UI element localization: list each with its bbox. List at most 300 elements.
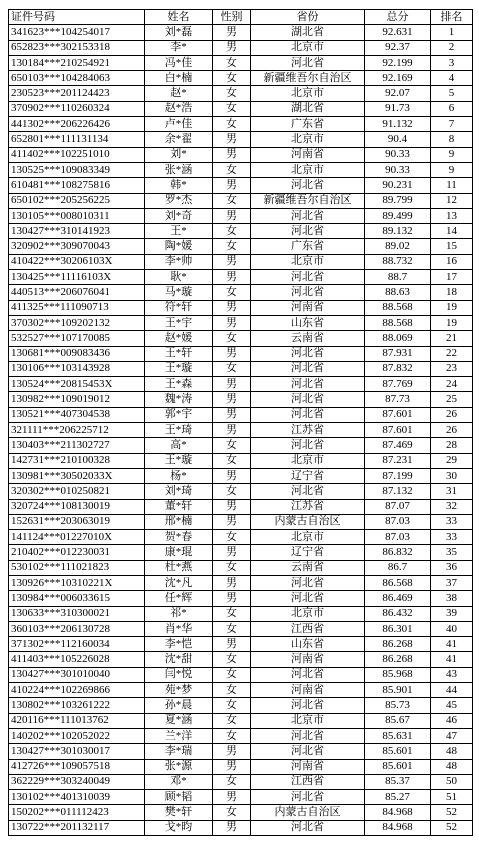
- cell-id: 230523***201124423: [9, 86, 145, 101]
- table-row: [9, 346, 473, 361]
- cell-id: 321111***206225712: [9, 423, 145, 438]
- table-row: [9, 270, 473, 285]
- cell-gender: 男: [213, 790, 251, 805]
- cell-name: 卢*佳: [145, 117, 213, 132]
- cell-name: 邢*楠: [145, 514, 213, 529]
- cell-name: 余*翟: [145, 132, 213, 147]
- table-row: [9, 820, 473, 835]
- cell-name: 魏*涛: [145, 392, 213, 407]
- cell-gender: 女: [213, 484, 251, 499]
- cell-score: 87.832: [365, 361, 431, 376]
- cell-score: 87.07: [365, 499, 431, 514]
- cell-gender: 男: [213, 759, 251, 774]
- cell-province: 河北省: [251, 728, 365, 743]
- cell-name: 戈*昀: [145, 820, 213, 835]
- cell-score: 85.37: [365, 774, 431, 789]
- table-row: [9, 224, 473, 239]
- cell-gender: 男: [213, 468, 251, 483]
- table-row: [9, 25, 473, 40]
- cell-province: 河北省: [251, 178, 365, 193]
- cell-id: 210402***012230031: [9, 545, 145, 560]
- cell-id: 130802***103261222: [9, 698, 145, 713]
- cell-score: 88.732: [365, 254, 431, 269]
- cell-score: 86.568: [365, 575, 431, 590]
- table-body: [9, 25, 473, 836]
- cell-name: 王*: [145, 224, 213, 239]
- cell-id: 130525***109083349: [9, 162, 145, 177]
- ranking-table: [8, 9, 473, 836]
- cell-score: 90.33: [365, 162, 431, 177]
- cell-score: 85.73: [365, 698, 431, 713]
- cell-id: 360103***206130728: [9, 621, 145, 636]
- table-row: [9, 698, 473, 713]
- cell-id: 610481***108275816: [9, 178, 145, 193]
- cell-province: 江苏省: [251, 499, 365, 514]
- cell-province: 江苏省: [251, 423, 365, 438]
- cell-score: 87.73: [365, 392, 431, 407]
- cell-rank: 43: [431, 667, 473, 682]
- cell-name: 肖*华: [145, 621, 213, 636]
- cell-score: 86.268: [365, 637, 431, 652]
- cell-name: 祁*: [145, 606, 213, 621]
- cell-score: 88.63: [365, 285, 431, 300]
- cell-gender: 女: [213, 652, 251, 667]
- cell-score: 91.132: [365, 117, 431, 132]
- cell-score: 85.27: [365, 790, 431, 805]
- cell-id: 140202***102052022: [9, 728, 145, 743]
- cell-gender: 男: [213, 147, 251, 162]
- table-row: [9, 453, 473, 468]
- cell-rank: 26: [431, 407, 473, 422]
- cell-id: 130184***210254921: [9, 55, 145, 70]
- cell-province: 河北省: [251, 438, 365, 453]
- cell-score: 90.33: [365, 147, 431, 162]
- cell-rank: 33: [431, 530, 473, 545]
- cell-name: 孙*晨: [145, 698, 213, 713]
- table-row: [9, 468, 473, 483]
- cell-id: 441302***206226426: [9, 117, 145, 132]
- header-score: 总分: [365, 10, 431, 25]
- cell-gender: 女: [213, 71, 251, 86]
- cell-id: 530102***111021823: [9, 560, 145, 575]
- table-row: [9, 805, 473, 820]
- cell-id: 650102***205256225: [9, 193, 145, 208]
- cell-score: 88.568: [365, 315, 431, 330]
- cell-id: 130521***407304538: [9, 407, 145, 422]
- cell-score: 88.568: [365, 300, 431, 315]
- cell-rank: 25: [431, 392, 473, 407]
- cell-province: 北京市: [251, 453, 365, 468]
- cell-name: 韩*: [145, 178, 213, 193]
- cell-score: 92.631: [365, 25, 431, 40]
- header-gender: 性别: [213, 10, 251, 25]
- cell-score: 87.132: [365, 484, 431, 499]
- cell-id: 130403***211302727: [9, 438, 145, 453]
- table-row: [9, 331, 473, 346]
- table-row: [9, 759, 473, 774]
- table-row: [9, 637, 473, 652]
- table-row: [9, 545, 473, 560]
- cell-gender: 女: [213, 162, 251, 177]
- cell-gender: 女: [213, 606, 251, 621]
- cell-province: 北京市: [251, 40, 365, 55]
- cell-rank: 1: [431, 25, 473, 40]
- table-row: [9, 178, 473, 193]
- cell-province: 河北省: [251, 744, 365, 759]
- cell-rank: 19: [431, 300, 473, 315]
- table-row: [9, 285, 473, 300]
- cell-rank: 51: [431, 790, 473, 805]
- cell-id: 130981***30502033X: [9, 468, 145, 483]
- cell-name: 李*: [145, 40, 213, 55]
- cell-rank: 23: [431, 361, 473, 376]
- cell-rank: 22: [431, 346, 473, 361]
- cell-province: 河南省: [251, 300, 365, 315]
- cell-rank: 28: [431, 438, 473, 453]
- cell-name: 王*琦: [145, 423, 213, 438]
- table-row: [9, 530, 473, 545]
- cell-id: 130102***401310039: [9, 790, 145, 805]
- cell-province: 云南省: [251, 331, 365, 346]
- cell-province: 河南省: [251, 759, 365, 774]
- cell-province: 辽宁省: [251, 468, 365, 483]
- cell-id: 130105***008010311: [9, 208, 145, 223]
- cell-id: 320724***108130019: [9, 499, 145, 514]
- cell-province: 广东省: [251, 117, 365, 132]
- cell-gender: 女: [213, 774, 251, 789]
- cell-name: 杜*燕: [145, 560, 213, 575]
- cell-rank: 15: [431, 239, 473, 254]
- cell-rank: 32: [431, 499, 473, 514]
- cell-province: 云南省: [251, 560, 365, 575]
- cell-rank: 35: [431, 545, 473, 560]
- cell-score: 87.769: [365, 377, 431, 392]
- cell-rank: 33: [431, 514, 473, 529]
- cell-gender: 女: [213, 55, 251, 70]
- cell-gender: 男: [213, 254, 251, 269]
- table-row: [9, 208, 473, 223]
- cell-province: 河北省: [251, 392, 365, 407]
- cell-province: 河南省: [251, 652, 365, 667]
- cell-rank: 12: [431, 193, 473, 208]
- cell-gender: 女: [213, 683, 251, 698]
- cell-gender: 女: [213, 193, 251, 208]
- cell-rank: 14: [431, 224, 473, 239]
- cell-id: 440513***206076041: [9, 285, 145, 300]
- cell-name: 刘*琦: [145, 484, 213, 499]
- cell-id: 152631***203063019: [9, 514, 145, 529]
- cell-id: 130427***301030017: [9, 744, 145, 759]
- cell-id: 130427***310141923: [9, 224, 145, 239]
- cell-gender: 女: [213, 224, 251, 239]
- cell-province: 河北省: [251, 346, 365, 361]
- cell-gender: 男: [213, 178, 251, 193]
- table-row: [9, 193, 473, 208]
- cell-id: 130984***006033615: [9, 591, 145, 606]
- cell-id: 130106***103143928: [9, 361, 145, 376]
- cell-rank: 7: [431, 117, 473, 132]
- cell-id: 410422***30206103X: [9, 254, 145, 269]
- cell-rank: 8: [431, 132, 473, 147]
- cell-gender: 男: [213, 132, 251, 147]
- cell-rank: 11: [431, 178, 473, 193]
- cell-score: 85.601: [365, 759, 431, 774]
- cell-rank: 29: [431, 453, 473, 468]
- cell-score: 86.432: [365, 606, 431, 621]
- cell-id: 320902***309070043: [9, 239, 145, 254]
- cell-province: 河北省: [251, 790, 365, 805]
- cell-rank: 36: [431, 560, 473, 575]
- cell-id: 650103***104284063: [9, 71, 145, 86]
- cell-score: 85.901: [365, 683, 431, 698]
- cell-name: 王*璇: [145, 361, 213, 376]
- cell-id: 370902***110260324: [9, 101, 145, 116]
- cell-score: 86.301: [365, 621, 431, 636]
- cell-name: 冯*佳: [145, 55, 213, 70]
- cell-gender: 女: [213, 713, 251, 728]
- cell-province: 河北省: [251, 270, 365, 285]
- cell-name: 闫*悦: [145, 667, 213, 682]
- cell-name: 沈*凡: [145, 575, 213, 590]
- cell-gender: 男: [213, 208, 251, 223]
- cell-name: 董*轩: [145, 499, 213, 514]
- table-row: [9, 683, 473, 698]
- cell-province: 内蒙古自治区: [251, 514, 365, 529]
- cell-province: 北京市: [251, 530, 365, 545]
- cell-score: 85.601: [365, 744, 431, 759]
- cell-rank: 30: [431, 468, 473, 483]
- cell-province: 河北省: [251, 407, 365, 422]
- cell-id: 142731***210100328: [9, 453, 145, 468]
- cell-rank: 46: [431, 713, 473, 728]
- cell-province: 北京市: [251, 713, 365, 728]
- cell-id: 410224***102269866: [9, 683, 145, 698]
- table-row: [9, 361, 473, 376]
- cell-province: 河北省: [251, 698, 365, 713]
- cell-name: 白*楠: [145, 71, 213, 86]
- table-row: [9, 392, 473, 407]
- cell-name: 赵*浩: [145, 101, 213, 116]
- cell-score: 90.4: [365, 132, 431, 147]
- cell-province: 辽宁省: [251, 545, 365, 560]
- table-row: [9, 606, 473, 621]
- cell-rank: 2: [431, 40, 473, 55]
- cell-gender: 男: [213, 499, 251, 514]
- cell-score: 85.631: [365, 728, 431, 743]
- cell-id: 412726***109057518: [9, 759, 145, 774]
- cell-name: 陶*媛: [145, 239, 213, 254]
- cell-rank: 44: [431, 683, 473, 698]
- cell-rank: 4: [431, 71, 473, 86]
- cell-name: 李*瑞: [145, 744, 213, 759]
- table-row: [9, 55, 473, 70]
- cell-gender: 女: [213, 438, 251, 453]
- cell-score: 87.03: [365, 530, 431, 545]
- cell-name: 王*轩: [145, 346, 213, 361]
- cell-name: 樊*轩: [145, 805, 213, 820]
- cell-province: 山东省: [251, 315, 365, 330]
- cell-score: 84.968: [365, 820, 431, 835]
- cell-province: 河北省: [251, 208, 365, 223]
- cell-score: 92.169: [365, 71, 431, 86]
- cell-rank: 41: [431, 652, 473, 667]
- cell-province: 河北省: [251, 377, 365, 392]
- cell-province: 湖北省: [251, 25, 365, 40]
- cell-score: 86.832: [365, 545, 431, 560]
- cell-rank: 6: [431, 101, 473, 116]
- cell-gender: 女: [213, 361, 251, 376]
- cell-province: 山东省: [251, 637, 365, 652]
- cell-name: 张*源: [145, 759, 213, 774]
- header-rank: 排名: [431, 10, 473, 25]
- cell-name: 康*琨: [145, 545, 213, 560]
- table-row: [9, 300, 473, 315]
- cell-province: 河南省: [251, 147, 365, 162]
- table-row: [9, 790, 473, 805]
- cell-gender: 男: [213, 423, 251, 438]
- table-row: [9, 438, 473, 453]
- table-row: [9, 377, 473, 392]
- cell-rank: 39: [431, 606, 473, 621]
- cell-id: 130926***10310221X: [9, 575, 145, 590]
- table-row: [9, 254, 473, 269]
- cell-gender: 男: [213, 392, 251, 407]
- cell-score: 86.268: [365, 652, 431, 667]
- table-row: [9, 86, 473, 101]
- cell-id: 141124***01227010X: [9, 530, 145, 545]
- table-row: [9, 117, 473, 132]
- cell-province: 河北省: [251, 361, 365, 376]
- cell-province: 江西省: [251, 621, 365, 636]
- cell-rank: 45: [431, 698, 473, 713]
- cell-rank: 50: [431, 774, 473, 789]
- cell-gender: 女: [213, 728, 251, 743]
- cell-rank: 19: [431, 315, 473, 330]
- table-row: [9, 132, 473, 147]
- cell-rank: 3: [431, 55, 473, 70]
- cell-name: 夏*涵: [145, 713, 213, 728]
- cell-id: 130982***109019012: [9, 392, 145, 407]
- table-header-row: [9, 10, 473, 25]
- cell-rank: 26: [431, 423, 473, 438]
- cell-score: 87.469: [365, 438, 431, 453]
- cell-id: 532527***107170085: [9, 331, 145, 346]
- cell-province: 北京市: [251, 132, 365, 147]
- cell-rank: 17: [431, 270, 473, 285]
- cell-rank: 38: [431, 591, 473, 606]
- cell-gender: 男: [213, 377, 251, 392]
- cell-score: 85.968: [365, 667, 431, 682]
- cell-province: 新疆维吾尔自治区: [251, 193, 365, 208]
- cell-name: 高*: [145, 438, 213, 453]
- cell-rank: 41: [431, 637, 473, 652]
- cell-id: 652801***111131134: [9, 132, 145, 147]
- cell-score: 87.03: [365, 514, 431, 529]
- table-row: [9, 621, 473, 636]
- cell-score: 84.968: [365, 805, 431, 820]
- cell-province: 内蒙古自治区: [251, 805, 365, 820]
- cell-id: 341623***104254017: [9, 25, 145, 40]
- cell-score: 88.069: [365, 331, 431, 346]
- cell-name: 刘*: [145, 147, 213, 162]
- cell-province: 河北省: [251, 591, 365, 606]
- cell-name: 符*轩: [145, 300, 213, 315]
- table-row: [9, 713, 473, 728]
- cell-rank: 52: [431, 820, 473, 835]
- cell-gender: 男: [213, 820, 251, 835]
- cell-gender: 男: [213, 270, 251, 285]
- cell-id: 411403***105226028: [9, 652, 145, 667]
- cell-name: 王*森: [145, 377, 213, 392]
- cell-rank: 48: [431, 744, 473, 759]
- cell-gender: 女: [213, 453, 251, 468]
- cell-id: 130633***310300021: [9, 606, 145, 621]
- cell-rank: 9: [431, 147, 473, 162]
- cell-name: 兰*洋: [145, 728, 213, 743]
- cell-name: 贺*春: [145, 530, 213, 545]
- table-row: [9, 652, 473, 667]
- cell-province: 河北省: [251, 285, 365, 300]
- table-row: [9, 591, 473, 606]
- cell-id: 370302***109202132: [9, 315, 145, 330]
- table-row: [9, 315, 473, 330]
- cell-province: 河南省: [251, 683, 365, 698]
- cell-gender: 男: [213, 300, 251, 315]
- cell-name: 耿*: [145, 270, 213, 285]
- cell-name: 张*涵: [145, 162, 213, 177]
- cell-rank: 37: [431, 575, 473, 590]
- cell-score: 87.231: [365, 453, 431, 468]
- cell-name: 赵*媛: [145, 331, 213, 346]
- cell-gender: 男: [213, 514, 251, 529]
- cell-name: 李*恺: [145, 637, 213, 652]
- cell-id: 420116***111013762: [9, 713, 145, 728]
- cell-gender: 男: [213, 744, 251, 759]
- cell-name: 任*辉: [145, 591, 213, 606]
- cell-name: 李*帅: [145, 254, 213, 269]
- cell-gender: 男: [213, 346, 251, 361]
- cell-name: 王*璇: [145, 453, 213, 468]
- cell-id: 411402***102251010: [9, 147, 145, 162]
- table-row: [9, 407, 473, 422]
- cell-gender: 女: [213, 805, 251, 820]
- cell-score: 91.73: [365, 101, 431, 116]
- cell-name: 顾*韬: [145, 790, 213, 805]
- cell-rank: 16: [431, 254, 473, 269]
- cell-id: 150202***011112423: [9, 805, 145, 820]
- table-row: [9, 162, 473, 177]
- cell-gender: 女: [213, 698, 251, 713]
- cell-name: 杨*: [145, 468, 213, 483]
- cell-name: 刘*磊: [145, 25, 213, 40]
- cell-id: 371302***112160034: [9, 637, 145, 652]
- cell-gender: 女: [213, 560, 251, 575]
- table-row: [9, 101, 473, 116]
- cell-name: 罗*杰: [145, 193, 213, 208]
- cell-province: 河北省: [251, 55, 365, 70]
- cell-id: 130425***11116103X: [9, 270, 145, 285]
- table-row: [9, 514, 473, 529]
- cell-id: 130427***301010040: [9, 667, 145, 682]
- cell-gender: 男: [213, 25, 251, 40]
- table-row: [9, 728, 473, 743]
- cell-id: 130524***20815453X: [9, 377, 145, 392]
- table-row: [9, 560, 473, 575]
- cell-province: 新疆维吾尔自治区: [251, 71, 365, 86]
- table-row: [9, 575, 473, 590]
- cell-province: 北京市: [251, 606, 365, 621]
- cell-gender: 男: [213, 637, 251, 652]
